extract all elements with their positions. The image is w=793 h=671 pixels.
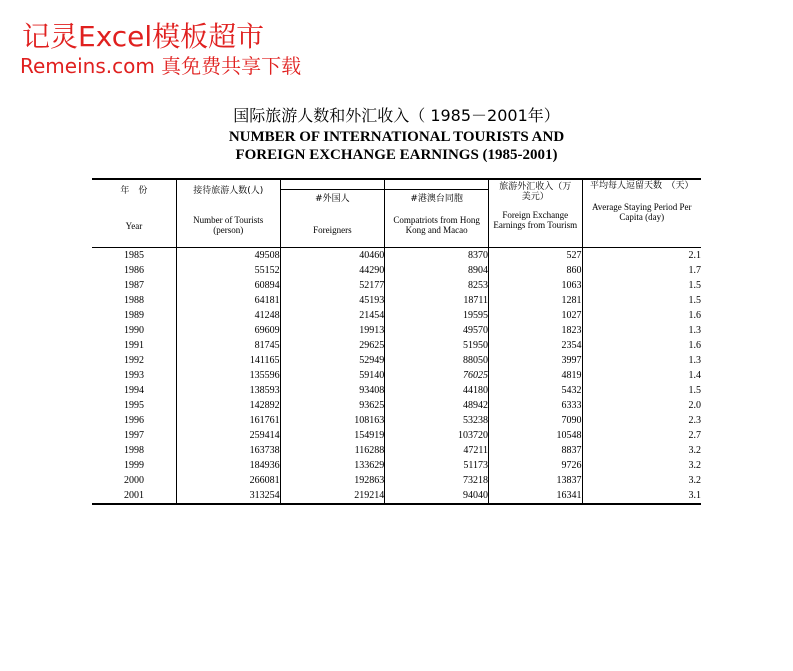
tourism-data-table [92,178,701,505]
cell-compatriots: 18711 [385,293,489,308]
header-stay-en: Average Staying Period Per Capita (day) [591,202,692,222]
table-row [92,368,701,383]
cell-year: 1985 [123,249,144,261]
cell-tourists: 163738 [176,443,280,458]
header-foreigners [280,179,385,247]
header-foreigners-cn: #外国人 [315,194,350,204]
table-row [92,293,701,308]
cell-earnings: 4819 [488,368,582,383]
cell-earnings: 3997 [488,353,582,368]
cell-stay: 1.5 [582,278,701,293]
cell-year: 1995 [123,399,144,411]
cell-tourists: 60894 [176,278,280,293]
cell-compatriots: 103720 [385,428,489,443]
cell-foreigners: 21454 [280,308,385,323]
cell-stay: 3.2 [582,473,701,488]
cell-tourists: 161761 [176,413,280,428]
cell-earnings: 10548 [488,428,582,443]
cell-compatriots: 76025 [385,368,489,383]
cell-foreigners: 192863 [280,473,385,488]
cell-foreigners: 116288 [280,443,385,458]
cell-compatriots: 88050 [385,353,489,368]
cell-foreigners: 19913 [280,323,385,338]
cell-earnings: 2354 [488,338,582,353]
header-tourists-cn: 接待旅游人数(人) [193,186,264,196]
watermark-title: 记灵Excel模板超市 [22,20,265,53]
cell-tourists: 259414 [176,428,280,443]
table-row [92,338,701,353]
cell-earnings: 13837 [488,473,582,488]
table-row [92,383,701,398]
cell-stay: 1.3 [582,353,701,368]
cell-foreigners: 219214 [280,488,385,504]
table-row [92,428,701,443]
cell-foreigners: 133629 [280,458,385,473]
cell-tourists: 55152 [176,263,280,278]
cell-stay: 1.6 [582,338,701,353]
cell-year: 1992 [123,354,144,366]
cell-stay: 2.0 [582,398,701,413]
table-row [92,263,701,278]
cell-year: 1990 [123,324,144,336]
cell-year: 1998 [123,444,144,456]
cell-foreigners: 29625 [280,338,385,353]
cell-earnings: 1027 [488,308,582,323]
table-row [92,247,701,263]
cell-compatriots: 51173 [385,458,489,473]
cell-earnings: 7090 [488,413,582,428]
cell-year: 1997 [123,429,144,441]
cell-tourists: 135596 [176,368,280,383]
cell-year: 1991 [123,339,144,351]
cell-stay: 2.7 [582,428,701,443]
header-earnings-cn: 旅游外汇收入（万美元） [499,182,572,202]
cell-earnings: 527 [488,247,582,263]
header-foreigners-en: Foreigners [313,225,352,235]
cell-compatriots: 44180 [385,383,489,398]
cell-compatriots: 49570 [385,323,489,338]
cell-tourists: 69609 [176,323,280,338]
cell-foreigners: 154919 [280,428,385,443]
cell-tourists: 41248 [176,308,280,323]
cell-foreigners: 52177 [280,278,385,293]
cell-compatriots: 73218 [385,473,489,488]
cell-earnings: 5432 [488,383,582,398]
cell-stay: 1.6 [582,308,701,323]
cell-tourists: 266081 [176,473,280,488]
header-compatriots-en: Compatriots from Hong Kong and Macao [393,215,480,235]
cell-tourists: 64181 [176,293,280,308]
cell-compatriots: 48942 [385,398,489,413]
table-row [92,443,701,458]
cell-foreigners: 44290 [280,263,385,278]
cell-year: 1993 [123,369,144,381]
table-row [92,278,701,293]
table-row [92,323,701,338]
cell-tourists: 138593 [176,383,280,398]
cell-stay: 1.3 [582,323,701,338]
page-title-chinese: 国际旅游人数和外汇收入（ 1985－2001年） [233,106,560,125]
cell-year: 1986 [123,264,144,276]
header-year-cn: 年 份 [120,186,148,196]
header-earnings-en: Foreign Exchange Earnings from Tourism [493,210,578,230]
cell-year: 2000 [123,474,144,486]
table-row [92,488,701,504]
table-row [92,308,701,323]
table-row [92,413,701,428]
cell-compatriots: 47211 [385,443,489,458]
table-row [92,458,701,473]
cell-stay: 1.5 [582,383,701,398]
cell-compatriots: 8370 [385,247,489,263]
cell-tourists: 184936 [176,458,280,473]
table-body [92,247,701,504]
cell-year: 2001 [123,489,144,501]
cell-tourists: 49508 [176,247,280,263]
cell-compatriots: 94040 [385,488,489,504]
cell-earnings: 1063 [488,278,582,293]
cell-stay: 3.2 [582,443,701,458]
cell-tourists: 141165 [176,353,280,368]
cell-compatriots: 8904 [385,263,489,278]
cell-earnings: 860 [488,263,582,278]
cell-tourists: 313254 [176,488,280,504]
header-earnings [488,179,582,247]
cell-year: 1988 [123,294,144,306]
cell-foreigners: 40460 [280,247,385,263]
cell-stay: 3.2 [582,458,701,473]
cell-earnings: 16341 [488,488,582,504]
cell-year: 1989 [123,309,144,321]
cell-stay: 2.1 [582,247,701,263]
header-tourists-en: Number of Tourists (person) [193,215,264,235]
cell-year: 1999 [123,459,144,471]
cell-compatriots: 53238 [385,413,489,428]
cell-stay: 2.3 [582,413,701,428]
cell-earnings: 8837 [488,443,582,458]
cell-earnings: 1823 [488,323,582,338]
cell-stay: 1.7 [582,263,701,278]
cell-compatriots: 51950 [385,338,489,353]
cell-tourists: 142892 [176,398,280,413]
header-year [92,179,176,247]
header-stay [582,179,701,247]
header-year-en: Year [125,221,143,231]
cell-year: 1996 [123,414,144,426]
cell-foreigners: 93408 [280,383,385,398]
cell-stay: 1.4 [582,368,701,383]
cell-earnings: 9726 [488,458,582,473]
cell-foreigners: 45193 [280,293,385,308]
cell-foreigners: 59140 [280,368,385,383]
header-stay-cn: 平均每人逗留天数 （天） [589,181,694,191]
table-row [92,398,701,413]
watermark-subtitle: Remeins.com 真免费共享下载 [20,54,302,78]
cell-foreigners: 93625 [280,398,385,413]
cell-year: 1994 [123,384,144,396]
page-title-english-line2: FOREIGN EXCHANGE EARNINGS (1985-2001) [235,147,558,163]
header-tourists [176,179,280,247]
cell-tourists: 81745 [176,338,280,353]
header-compatriots-cn: #港澳台同胞 [410,194,463,204]
header-compatriots [385,179,489,247]
cell-stay: 3.1 [582,488,701,504]
cell-foreigners: 108163 [280,413,385,428]
cell-compatriots: 8253 [385,278,489,293]
cell-foreigners: 52949 [280,353,385,368]
cell-earnings: 6333 [488,398,582,413]
table-row [92,473,701,488]
cell-compatriots: 19595 [385,308,489,323]
table-row [92,353,701,368]
cell-stay: 1.5 [582,293,701,308]
cell-earnings: 1281 [488,293,582,308]
page-title-english-line1: NUMBER OF INTERNATIONAL TOURISTS AND [228,129,565,145]
cell-year: 1987 [123,279,144,291]
